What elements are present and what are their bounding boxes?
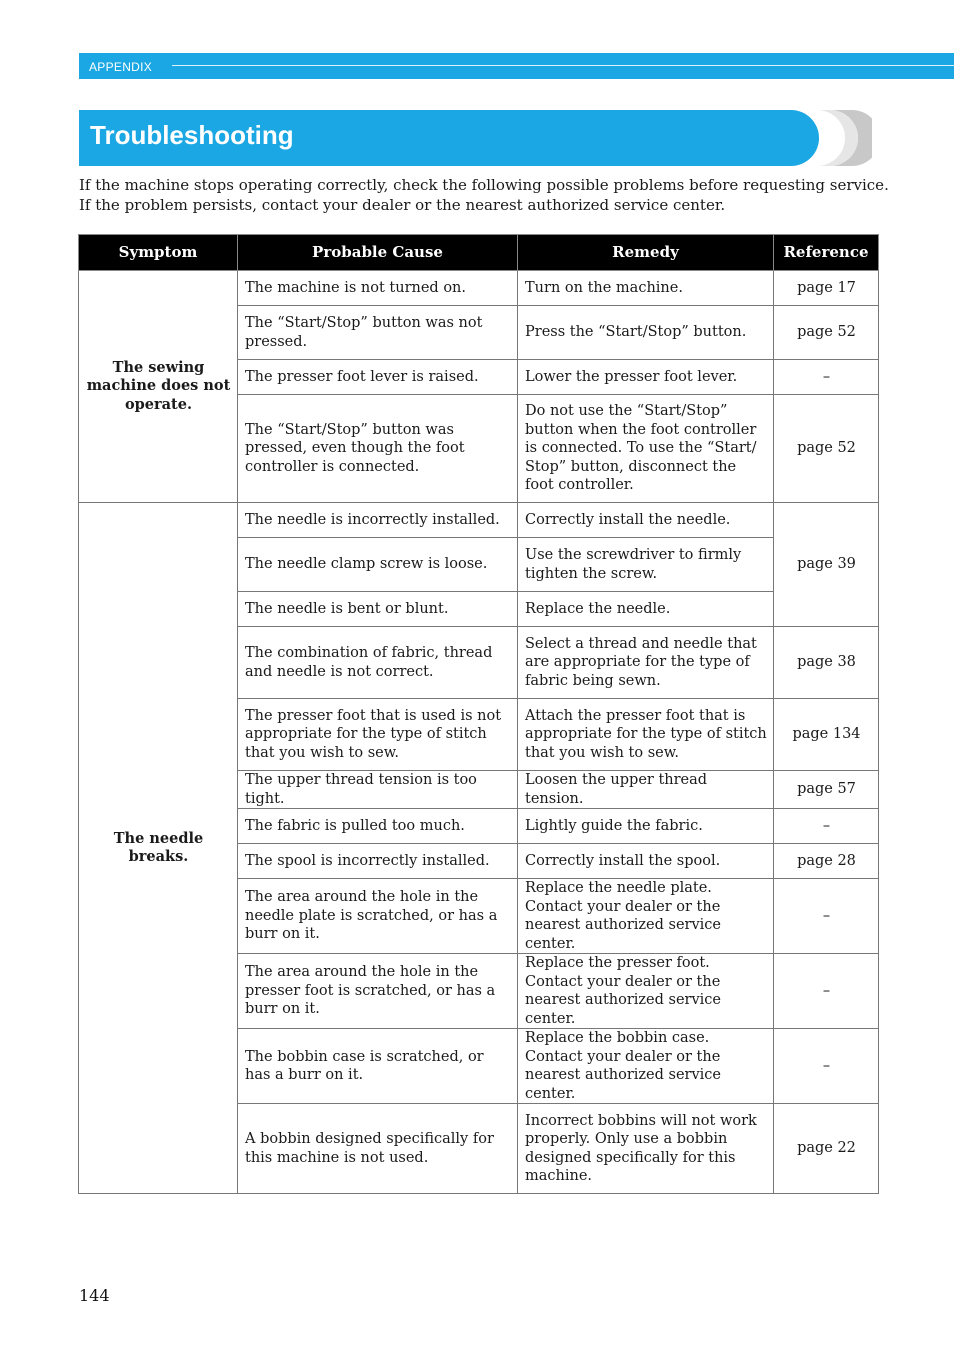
remedy-cell: Lightly guide the fabric. xyxy=(518,809,774,844)
reference-cell: page 38 xyxy=(774,627,879,699)
remedy-cell: Attach the presser foot that is appropriate for the type of stitch that you wish to sew. xyxy=(518,699,774,771)
remedy-cell: Replace the presser foot. Contact your dealer or the nearest authorized service center. xyxy=(518,954,774,1029)
remedy-cell: Use the screwdriver to firmly tighten the screw. xyxy=(518,538,774,592)
intro-text xyxy=(79,175,909,215)
column-header-reference: Reference xyxy=(774,235,879,271)
cause-cell: The area around the hole in the presser foot is scratched, or has a burr on it. xyxy=(238,954,518,1029)
column-header-cause: Probable Cause xyxy=(238,235,518,271)
remedy-cell: Press the “Start/Stop” button. xyxy=(518,306,774,360)
reference-cell: – xyxy=(774,1029,879,1104)
reference-cell: – xyxy=(774,360,879,395)
reference-cell: – xyxy=(774,954,879,1029)
reference-cell: page 22 xyxy=(774,1104,879,1194)
remedy-cell: Incorrect bobbins will not work properly. Only use a bobbin designed specifically for this machine. xyxy=(518,1104,774,1194)
section-rule xyxy=(172,65,954,66)
cause-cell: The presser foot that is used is not appropriate for the type of stitch that you wish to sew. xyxy=(238,699,518,771)
cause-cell: The area around the hole in the needle plate is scratched, or has a burr on it. xyxy=(238,879,518,954)
symptom-cell: The needle breaks. xyxy=(79,503,238,1194)
column-header-symptom: Symptom xyxy=(79,235,238,271)
table-row xyxy=(79,503,879,538)
cause-cell: The combination of fabric, thread and needle is not correct. xyxy=(238,627,518,699)
reference-cell: page 134 xyxy=(774,699,879,771)
symptom-cell: The sewing machine does not operate. xyxy=(79,271,238,503)
cause-cell: The needle clamp screw is loose. xyxy=(238,538,518,592)
reference-cell: page 28 xyxy=(774,844,879,879)
reference-cell: page 17 xyxy=(774,271,879,306)
cause-cell: The “Start/Stop” button was not pressed. xyxy=(238,306,518,360)
remedy-cell: Replace the needle. xyxy=(518,592,774,627)
troubleshooting-table xyxy=(78,234,879,1194)
table-header-row xyxy=(79,235,879,271)
table-row xyxy=(79,271,879,306)
intro-line: If the problem persists, contact your dealer or the nearest authorized service center. xyxy=(79,196,726,214)
page-title: Troubleshooting xyxy=(90,120,294,150)
reference-cell: page 52 xyxy=(774,306,879,360)
reference-cell: page 52 xyxy=(774,395,879,503)
cause-cell: The spool is incorrectly installed. xyxy=(238,844,518,879)
reference-cell: page 39 xyxy=(774,503,879,627)
remedy-cell: Replace the needle plate. Contact your dealer or the nearest authorized service center. xyxy=(518,879,774,954)
remedy-cell: Do not use the “Start/Stop” button when the foot controller is connected. To use the “Start/ Stop” button, disconnect the foot controller. xyxy=(518,395,774,503)
reference-cell: – xyxy=(774,879,879,954)
chapter-tab-decoration-icon xyxy=(812,110,872,166)
section-header-bar xyxy=(79,53,954,79)
intro-line: If the machine stops operating correctly, check the following possible problems before requesting service. xyxy=(79,176,889,194)
section-label: APPENDIX xyxy=(89,60,153,74)
remedy-cell: Select a thread and needle that are appropriate for the type of fabric being sewn. xyxy=(518,627,774,699)
remedy-cell: Correctly install the spool. xyxy=(518,844,774,879)
cause-cell: The presser foot lever is raised. xyxy=(238,360,518,395)
cause-cell: The bobbin case is scratched, or has a burr on it. xyxy=(238,1029,518,1104)
cause-cell: The upper thread tension is too tight. xyxy=(238,771,518,809)
remedy-cell: Replace the bobbin case. Contact your dealer or the nearest authorized service center. xyxy=(518,1029,774,1104)
cause-cell: A bobbin designed specifically for this machine is not used. xyxy=(238,1104,518,1194)
cause-cell: The fabric is pulled too much. xyxy=(238,809,518,844)
remedy-cell: Turn on the machine. xyxy=(518,271,774,306)
column-header-remedy: Remedy xyxy=(518,235,774,271)
remedy-cell: Lower the presser foot lever. xyxy=(518,360,774,395)
title-banner xyxy=(79,110,819,166)
cause-cell: The needle is incorrectly installed. xyxy=(238,503,518,538)
cause-cell: The “Start/Stop” button was pressed, even though the foot controller is connected. xyxy=(238,395,518,503)
cause-cell: The needle is bent or blunt. xyxy=(238,592,518,627)
page-number: 144 xyxy=(79,1286,110,1305)
reference-cell: page 57 xyxy=(774,771,879,809)
reference-cell: – xyxy=(774,809,879,844)
remedy-cell: Correctly install the needle. xyxy=(518,503,774,538)
cause-cell: The machine is not turned on. xyxy=(238,271,518,306)
remedy-cell: Loosen the upper thread tension. xyxy=(518,771,774,809)
